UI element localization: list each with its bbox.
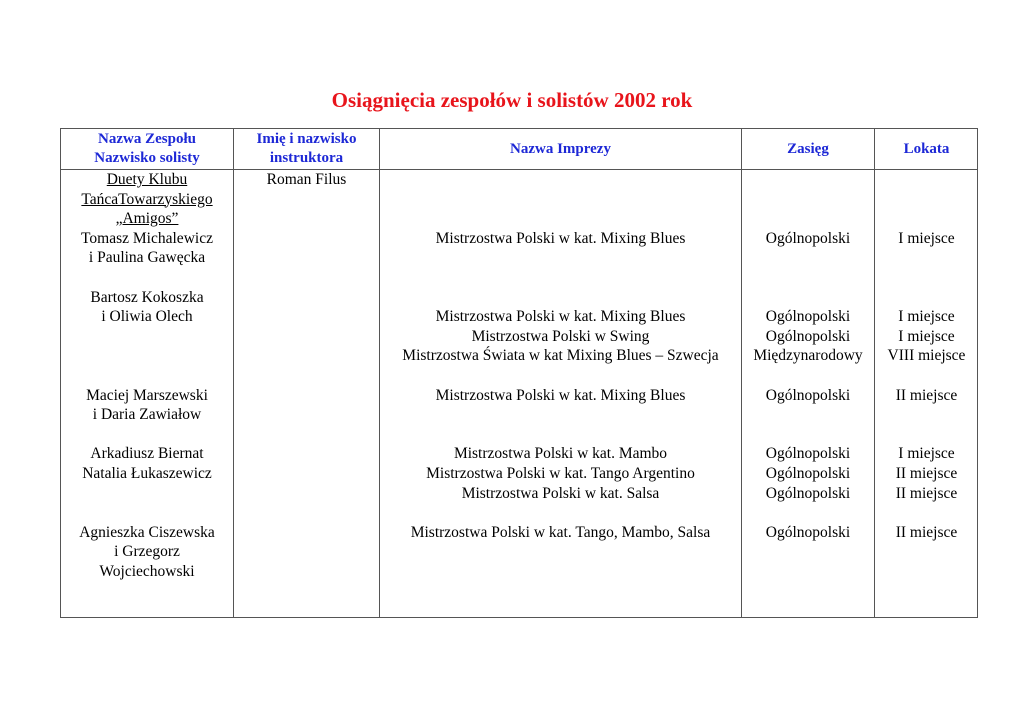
header-place: Lokata <box>903 140 950 157</box>
scope-value: Ogólnopolski <box>765 464 851 482</box>
entry-names <box>61 386 233 425</box>
scope-value: Ogólnopolski <box>765 523 851 541</box>
place-value: VIII miejsce <box>887 347 966 365</box>
event-name: Mistrzostwa Polski w kat. Mixing Blues <box>435 386 686 404</box>
soloist-name: i Grzegorz <box>114 543 180 561</box>
event-name: Mistrzostwa Polski w kat. Tango Argentino <box>426 464 695 482</box>
place-value: I miejsce <box>898 308 955 326</box>
scope-value: Ogólnopolski <box>765 386 851 404</box>
achievements-table <box>60 128 978 618</box>
scope-value: Ogólnopolski <box>765 308 851 326</box>
club-line: „Amigos” <box>115 210 179 228</box>
place-value: II miejsce <box>895 464 958 482</box>
header-instructor <box>234 129 379 169</box>
entry-scopes <box>742 386 874 406</box>
soloist-name: Agnieszka Ciszewska <box>79 523 215 541</box>
header-event: Nazwa Imprezy <box>510 140 611 157</box>
soloist-name: Tomasz Michalewicz <box>81 229 213 247</box>
instructor-name: Roman Filus <box>266 171 347 188</box>
entry-scopes <box>742 307 874 366</box>
entry-events <box>380 523 741 543</box>
soloist-name: Bartosz Kokoszka <box>90 288 204 306</box>
place-value: II miejsce <box>895 484 958 502</box>
entry-names <box>61 523 233 582</box>
entry-events <box>380 386 741 406</box>
column-divider <box>379 129 380 617</box>
column-divider <box>874 129 875 617</box>
soloist-name: i Oliwia Olech <box>101 308 193 326</box>
soloist-name: i Daria Zawiałow <box>92 406 202 424</box>
page-title: Osiągnięcia zespołów i solistów 2002 rok <box>331 88 693 112</box>
column-divider <box>741 129 742 617</box>
event-name: Mistrzostwa Polski w kat. Tango, Mambo, Salsa <box>410 523 711 541</box>
entry-events <box>380 229 741 249</box>
soloist-name: Natalia Łukaszewicz <box>82 464 212 482</box>
entry-scopes <box>742 523 874 543</box>
event-name: Mistrzostwa Polski w kat. Mambo <box>453 445 668 463</box>
soloist-name: i Paulina Gawęcka <box>88 249 206 267</box>
place-value: II miejsce <box>895 523 958 541</box>
entry-names <box>61 288 233 327</box>
event-name: Mistrzostwa Polski w kat. Mixing Blues <box>435 229 686 247</box>
entry-places <box>875 307 978 366</box>
header-team-line: Nazwa Zespołu <box>98 131 196 147</box>
club-line: Duety Klubu <box>106 171 188 188</box>
entry-events <box>380 307 741 366</box>
soloist-name: Arkadiusz Biernat <box>90 445 204 463</box>
event-name: Mistrzostwa Świata w kat Mixing Blues – Szwecja <box>402 347 719 365</box>
header-team-line: Nazwisko solisty <box>94 150 200 166</box>
place-value: II miejsce <box>895 386 958 404</box>
place-value: I miejsce <box>898 445 955 463</box>
scope-value: Ogólnopolski <box>765 229 851 247</box>
place-value: I miejsce <box>898 327 955 345</box>
event-name: Mistrzostwa Polski w kat. Salsa <box>461 484 660 502</box>
header-team <box>61 129 233 169</box>
team-column <box>61 170 233 229</box>
header-instructor-line: Imię i nazwisko <box>256 131 357 147</box>
entry-places <box>875 444 978 503</box>
scope-value: Międzynarodowy <box>753 347 863 365</box>
entry-events <box>380 444 741 503</box>
scope-value: Ogólnopolski <box>765 445 851 463</box>
event-name: Mistrzostwa Polski w Swing <box>471 327 650 345</box>
column-divider <box>233 129 234 617</box>
header-instructor-line: instruktora <box>269 150 344 166</box>
entry-scopes <box>742 444 874 503</box>
header-scope: Zasięg <box>787 140 829 157</box>
entry-scopes <box>742 229 874 249</box>
soloist-name: Wojciechowski <box>99 562 195 580</box>
scope-value: Ogólnopolski <box>765 484 851 502</box>
entry-names <box>61 229 233 268</box>
entry-names <box>61 444 233 483</box>
scope-value: Ogólnopolski <box>765 327 851 345</box>
event-name: Mistrzostwa Polski w kat. Mixing Blues <box>435 308 686 326</box>
entry-places <box>875 229 978 249</box>
entry-places <box>875 386 978 406</box>
soloist-name: Maciej Marszewski <box>86 386 208 404</box>
place-value: I miejsce <box>898 229 955 247</box>
entry-places <box>875 523 978 543</box>
club-line: TańcaTowarzyskiego <box>81 190 213 208</box>
